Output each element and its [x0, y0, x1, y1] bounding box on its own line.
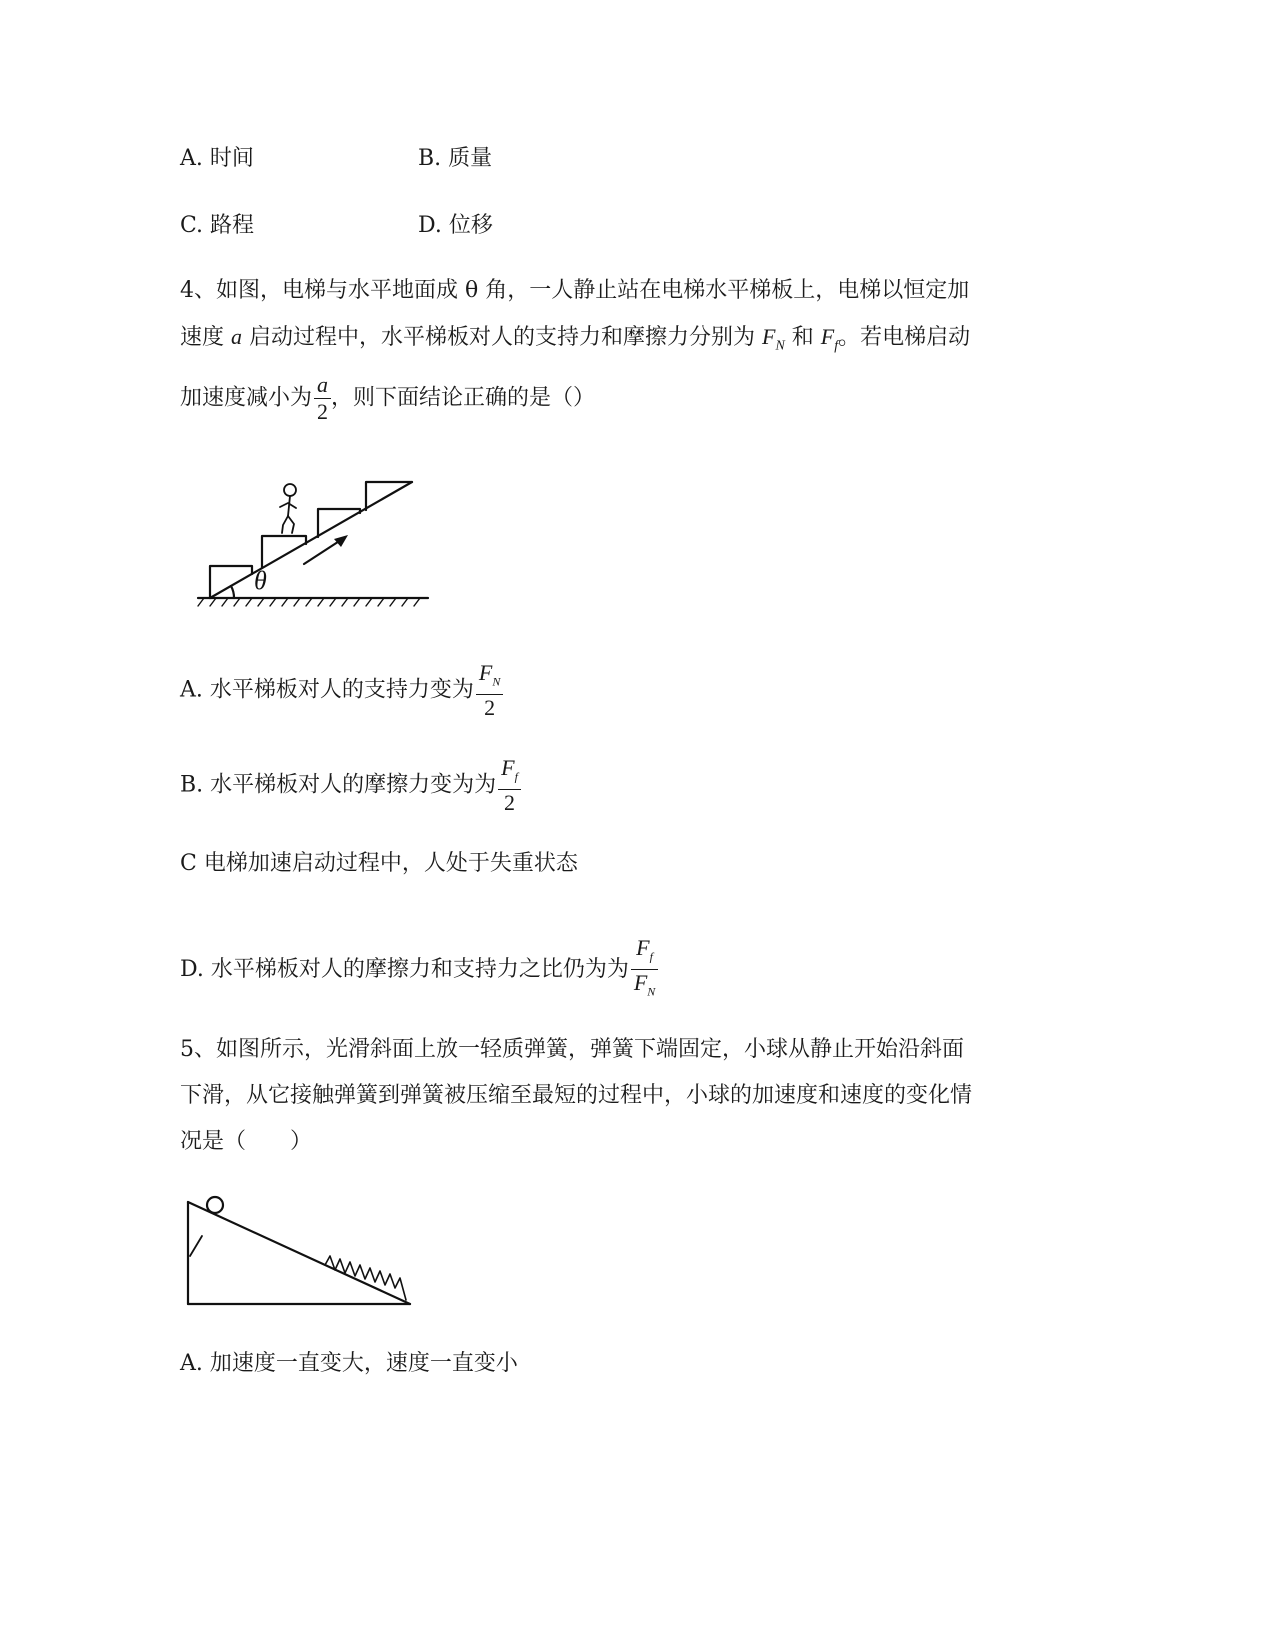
q5-option-a: A. 加速度一直变大，速度一直变小 — [180, 1351, 518, 1376]
incline-spring-figure — [180, 1190, 420, 1310]
incline-surface — [188, 1202, 410, 1304]
theta-label: θ — [254, 566, 267, 595]
wall-mark — [190, 1236, 202, 1256]
q4-stem-line-3: 加速度减小为 $\frac{a}{2}$ ，则下面结论正确的是（） — [180, 372, 596, 424]
q5-stem-line-1: 5、如图所示，光滑斜面上放一轻质弹簧，弹簧下端固定，小球从静止开始沿斜面 — [180, 1037, 964, 1062]
q5-stem-line-3: 况是（ ） — [180, 1129, 313, 1154]
fraction-a-over-2: $\frac{a}{2}$ — [314, 372, 331, 425]
ball — [207, 1197, 223, 1213]
q4-option-b: B. 水平梯板对人的摩擦力变为为 $\frac{F_f}{2}$ — [180, 755, 521, 816]
person-figure — [280, 484, 296, 533]
angle-arc — [231, 586, 234, 598]
q5-stem-line-2: 下滑，从它接触弹簧到弹簧被压缩至最短的过程中，小球的加速度和速度的变化情 — [180, 1083, 973, 1108]
q4-stem-line-1: 4、如图，电梯与水平地面成 θ 角，一人静止站在电梯水平梯板上，电梯以恒定加 — [180, 278, 970, 303]
ground-hatching — [198, 598, 420, 606]
escalator-figure — [190, 475, 440, 615]
q4-option-a: A. 水平梯板对人的支持力变为 $\frac{F_N}{2}$ — [180, 660, 503, 721]
incline-line — [210, 482, 412, 598]
q4-option-d: D. 水平梯板对人的摩擦力和支持力之比仍为为 $\frac{F_f}{F_N}$ — [180, 935, 658, 1005]
spring — [325, 1256, 406, 1300]
arrow-head — [334, 535, 348, 547]
q3-option-c: C. 路程 — [180, 213, 255, 238]
q4-option-c: C 电梯加速启动过程中，人处于失重状态 — [180, 851, 578, 876]
q4-stem-line-2: 速度 a 启动过程中，水平梯板对人的支持力和摩擦力分别为 $F_N$ 和 $F_f$。若电梯启动 — [180, 324, 971, 354]
q3-option-d: D. 位移 — [418, 213, 493, 238]
q3-option-b: B. 质量 — [418, 146, 493, 171]
q3-option-a: A. 时间 — [180, 146, 254, 171]
